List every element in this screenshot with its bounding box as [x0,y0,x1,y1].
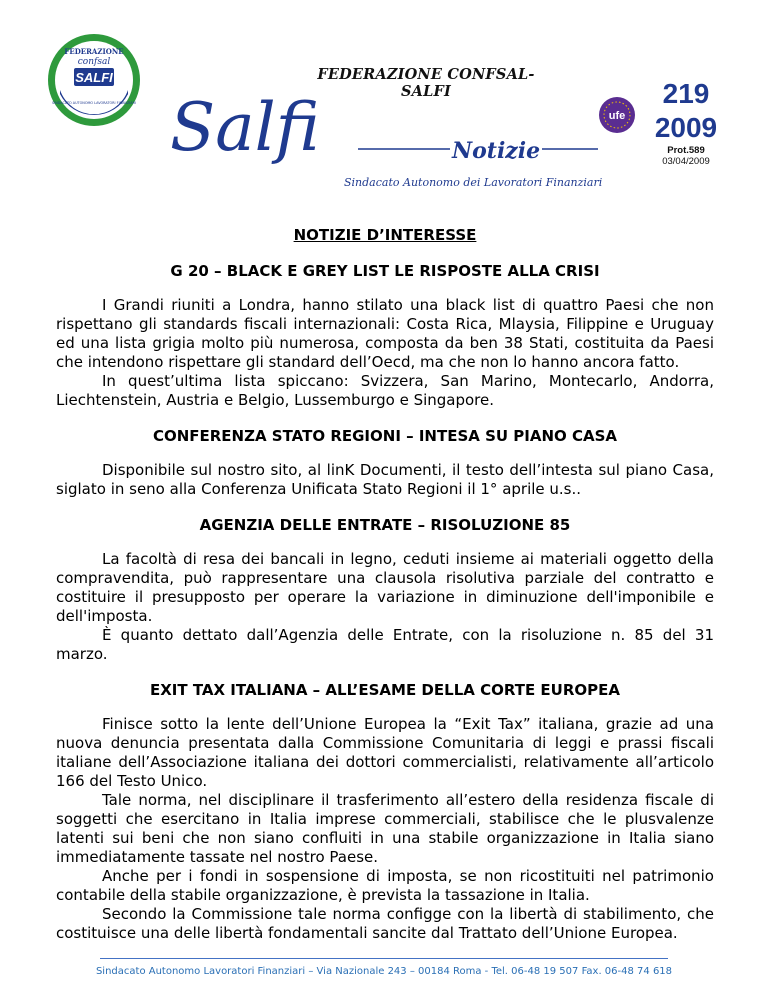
logo-brand: SALFI [75,70,113,85]
masthead-subtitle: Sindacato Autonomo dei Lavoratori Finanziari [344,176,603,189]
issue-number: 219 [662,78,710,109]
section-paragraph: Secondo la Commissione tale norma configge con la libertà di stabilimento, che costituisce una delle libertà fondamentali sancite dal Trattato dell’Unione Europea. [56,905,714,942]
section-agenzia [56,516,714,664]
section-title: G 20 – BLACK E GREY LIST LE RISPOSTE ALLA CRISI [170,262,600,280]
issue-year: 2009 [654,112,718,143]
section-paragraph: I Grandi riuniti a Londra, hanno stilato una black list di quattro Paesi che non rispettano gli standards fiscali internazionali: Costa Rica, Mlaysia, Filippine e Uruguay ed una lista grigia molto più numerosa, composta da ben 38 Stati, costituita da Paesi che intendono rispettare gli standard dell’Oecd, ma che non lo hanno ancora fatto. [56,296,714,371]
logo-top-text: FEDERAZIONE [64,47,124,56]
section-paragraph: In quest’ultima lista spiccano: Svizzera, San Marino, Montecarlo, Andorra, Liechtenstein, Austria e Belgio, Lussemburgo e Singapore. [56,372,714,409]
newsletter-body [56,226,714,960]
footer-address: Sindacato Autonomo Lavoratori Finanziari – Via Nazionale 243 – 00184 Roma - Tel. 06-48 19 507 Fax. 06-48 74 618 [95,966,673,977]
section-exit-tax [56,681,714,943]
section-paragraph: È quanto dettato dall’Agenzia delle Entrate, con la risoluzione n. 85 del 31 marzo. [56,626,714,663]
section-paragraph: Tale norma, nel disciplinare il trasferimento all’estero della residenza fiscale di soggetti che esercitano in Italia imprese commerciali, stabilisce che le plusvalenze latenti sui beni che non siano confluiti in una stabile organizzazione in Italia siano immediatamente tassate nel nostro Paese. [56,791,714,866]
section-paragraph: Anche per i fondi in sospensione di imposta, se non ricostituiti nel patrimonio contabile della stabile organizzazione, è prevista la tassazione in Italia. [56,867,714,904]
federation-title: FEDERAZIONE CONFSAL-SALFI [317,66,535,100]
ufe-label: ufe [608,110,626,122]
masthead-notizie: Notizie [452,138,541,164]
section-paragraph: Finisce sotto la lente dell’Unione Europea la “Exit Tax” italiana, grazie ad una nuova denuncia presentata dalla Commissione Comunitaria di leggi e prassi fiscali italiane dell’Associazione italiana dei dottori commercialisti, relativamente all’articolo 166 del Testo Unico. [56,715,714,790]
footer-divider [100,958,668,959]
section-title: AGENZIA DELLE ENTRATE – RISOLUZIONE 85 [199,516,571,534]
section-title: EXIT TAX ITALIANA – ALL’ESAME DELLA CORTE EUROPEA [149,681,620,699]
logo-bottom-text: SINDACATO AUTONOMO LAVORATORI FINANZIARI [52,101,136,105]
section-paragraph: Disponibile sul nostro sito, al linK Documenti, il testo dell’intesta sul piano Casa, siglato in seno alla Conferenza Unificata Stato Regioni il 1° aprile u.s.. [56,461,714,498]
section-title: CONFERENZA STATO REGIONI – INTESA SU PIANO CASA [152,427,618,445]
ufe-emblem-icon [598,96,636,134]
section-conferenza [56,427,714,499]
page-title: NOTIZIE D’INTERESSE [293,226,477,244]
salfi-notizie-masthead [160,86,630,196]
confsal-salfi-logo [46,32,142,128]
logo-mid-text: confsal [77,57,111,67]
protocol-number: Prot.589 [667,145,705,156]
section-paragraph: La facoltà di resa dei bancali in legno, ceduti insieme ai materiali oggetto della compravendita, può rappresentare una clausola risolutiva parziale del contratto e costituire il presupposto per operare la variazione in diminuzione dell'imponibile e dell'imposta. [56,550,714,625]
masthead-word: Salfi [170,89,320,166]
issue-date: 03/04/2009 [662,156,710,167]
section-g20 [56,262,714,410]
